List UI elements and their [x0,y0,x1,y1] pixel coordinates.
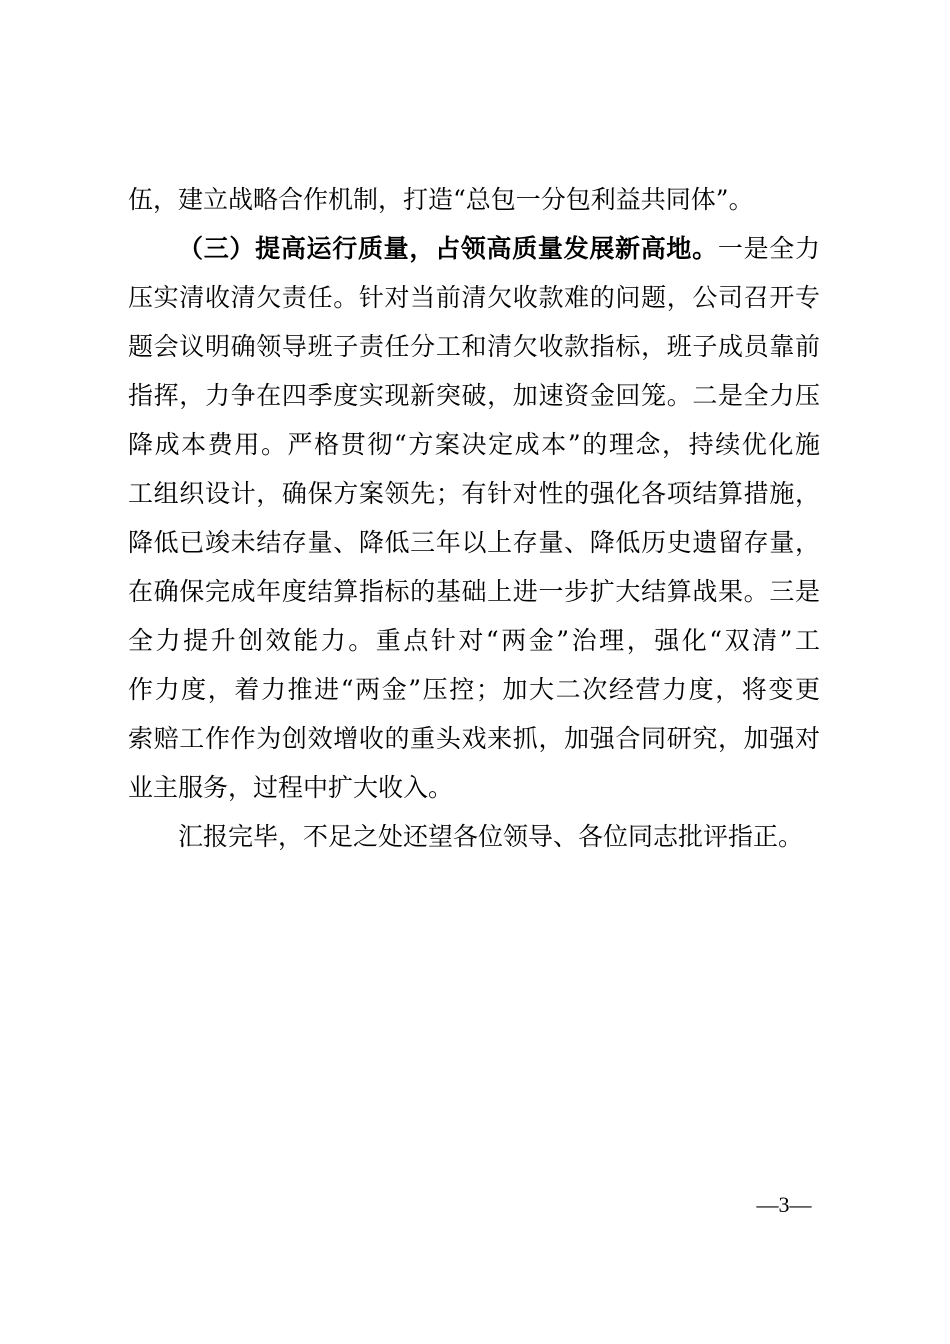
page-number: —3— [756,1192,812,1217]
paragraph-2-line-4: 指挥，力争在四季度实现新突破，加速资金回笼。二是全力压 [128,381,820,410]
paragraph-2-line-10: 作力度，着力推进“两金”压控；加大二次经营力度，将变更 [128,675,820,704]
paragraph-2-line-1 [128,224,820,273]
paragraph-2-line-2: 压实清收清欠责任。针对当前清欠收款难的问题，公司召开专 [128,283,820,312]
paragraph-3-line-1: 汇报完毕，不足之处还望各位领导、各位同志批评指正。 [178,822,804,851]
paragraph-2-line-6: 工组织设计，确保方案领先；有针对性的强化各项结算措施， [128,479,820,508]
paragraph-2-line-12: 业主服务，过程中扩大收入。 [128,773,454,802]
paragraph-1-line-1: 伍，建立战略合作机制，打造“总包一分包利益共同体”。 [128,185,754,214]
paragraph-2-line-8: 在确保完成年度结算指标的基础上进一步扩大结算战果。三是 [128,577,820,606]
section-heading: （三）提高运行质量，占领高质量发展新高地。 [178,234,718,263]
paragraph-2-line-1-rest: 一是全力 [717,234,820,263]
paragraph-2-line-11: 索赔工作作为创效增收的重头戏来抓，加强合同研究，加强对 [128,724,820,753]
paragraph-2-line-5: 降成本费用。严格贯彻“方案决定成本”的理念，持续优化施 [128,430,820,459]
paragraph-2-line-7: 降低已竣未结存量、降低三年以上存量、降低历史遗留存量， [128,528,820,557]
paragraph-2-line-9: 全力提升创效能力。重点针对“两金”治理，强化“双清”工 [128,626,820,655]
document-body [128,175,820,861]
paragraph-2-line-3: 题会议明确领导班子责任分工和清欠收款指标，班子成员靠前 [128,332,820,361]
